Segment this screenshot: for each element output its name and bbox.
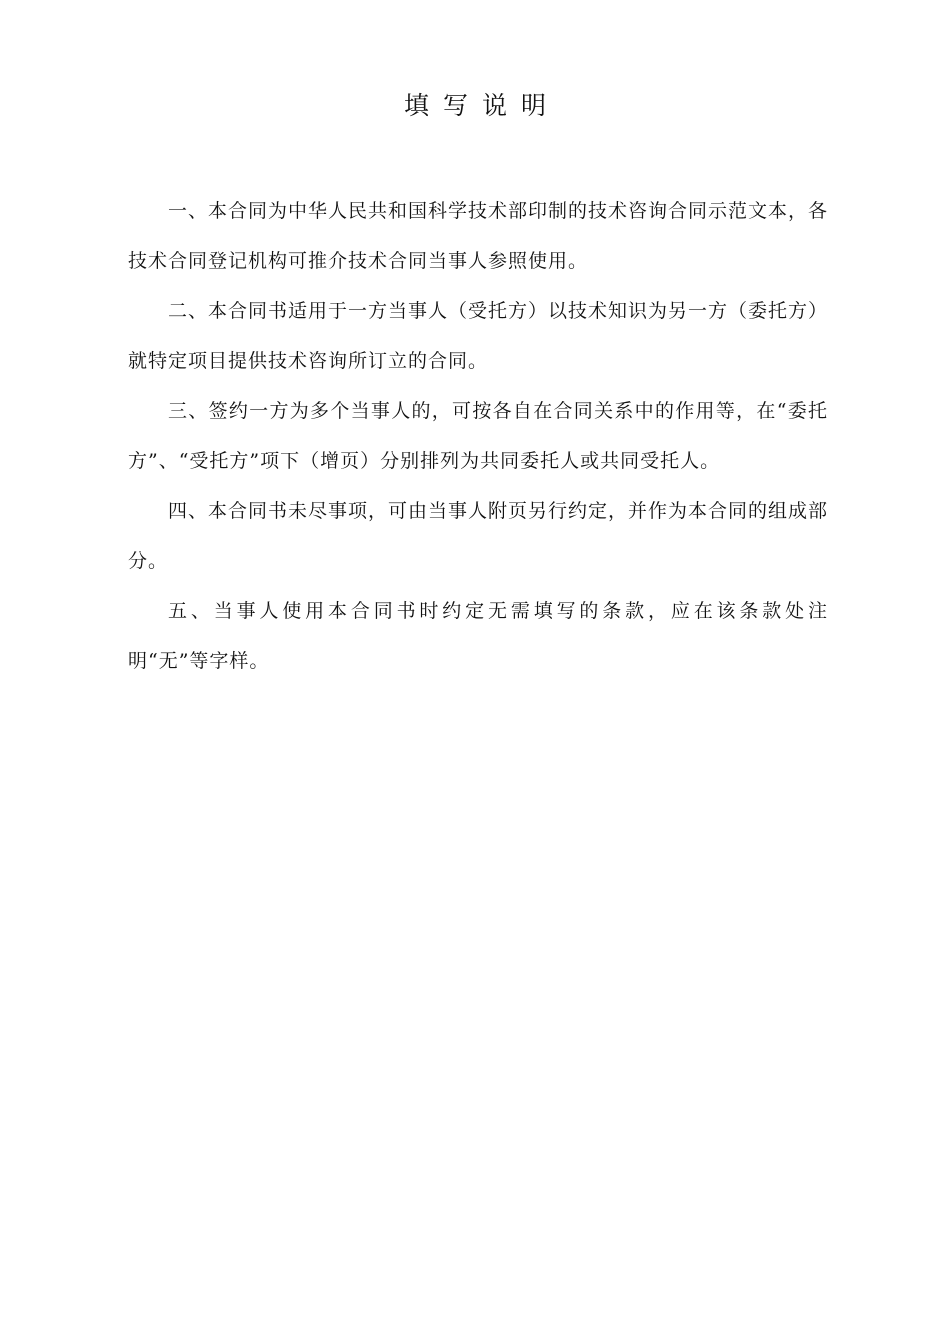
instructions-body bbox=[128, 186, 828, 686]
instruction-paragraph-1: 一、本合同为中华人民共和国科学技术部印制的技术咨询合同示范文本，各技术合同登记机构可推介技术合同当事人参照使用。 bbox=[128, 200, 829, 272]
instruction-paragraph-2: 二、本合同书适用于一方当事人（受托方）以技术知识为另一方（委托方）就特定项目提供技术咨询所订立的合同。 bbox=[128, 300, 829, 372]
instruction-paragraph-4: 四、本合同书未尽事项，可由当事人附页另行约定，并作为本合同的组成部分。 bbox=[128, 500, 829, 572]
instruction-paragraph-5: 五、当事人使用本合同书时约定无需填写的条款，应在该条款处注明“无”等字样。 bbox=[128, 600, 828, 672]
page-title: 填写说明 bbox=[403, 91, 560, 120]
instruction-paragraph-3: 三、签约一方为多个当事人的，可按各自在合同关系中的作用等，在“委托方”、“受托方”项下（增页）分别排列为共同委托人或共同受托人。 bbox=[128, 400, 828, 472]
